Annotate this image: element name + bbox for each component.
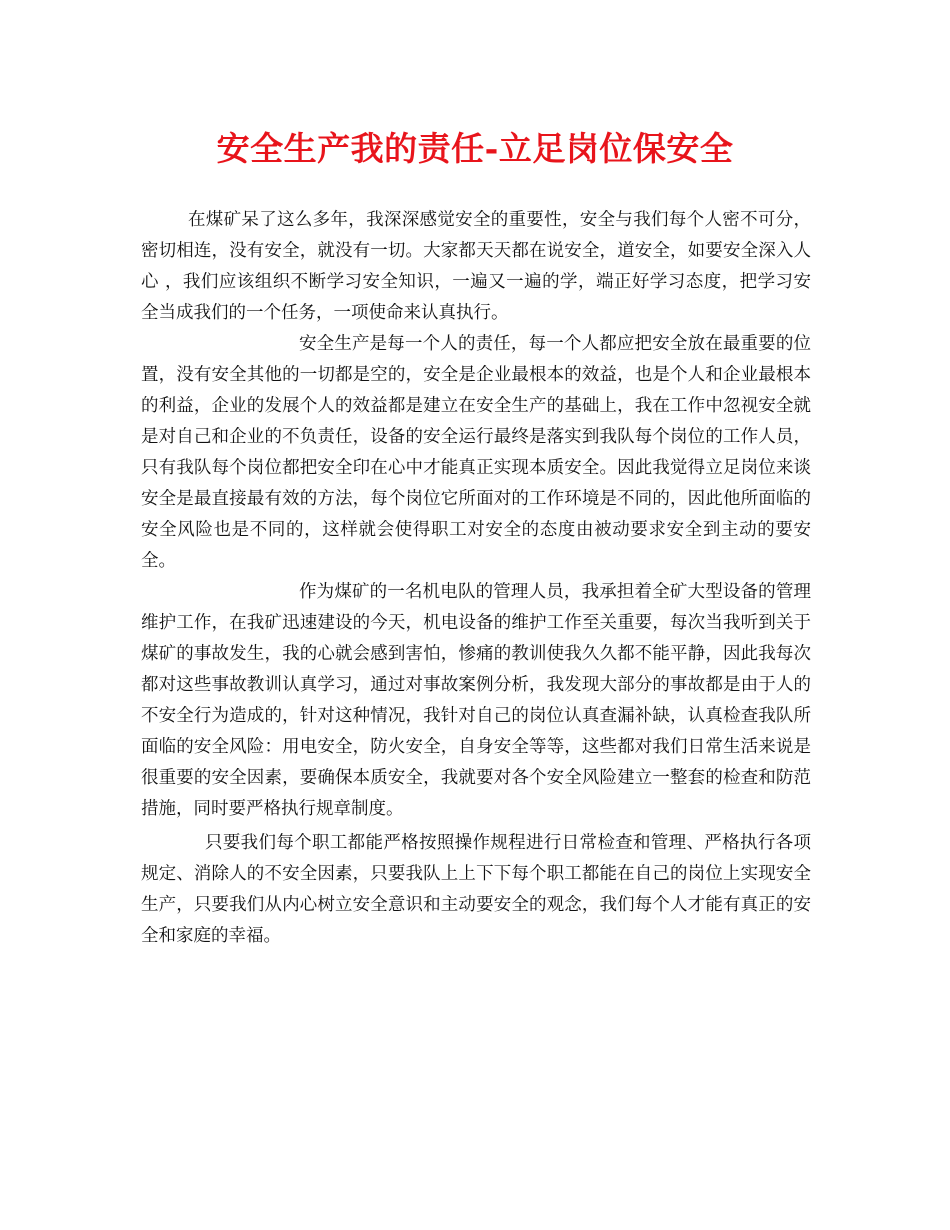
paragraph-4: 只要我们每个职工都能严格按照操作规程进行日常检查和管理、严格执行各项规定、消除人的不安全因素，只要我队上上下下每个职工都能在自己的岗位上实现安全生产，只要我们从内心树立安全意识和主动要安全的观念，我们每个人才能有真正的安全和家庭的幸福。 <box>141 833 811 946</box>
paragraph-3: 作为煤矿的一名机电队的管理人员，我承担着全矿大型设备的管理维护工作，在我矿迅速建设的今天，机电设备的维护工作至关重要，每次当我听到关于煤矿的事故发生，我的心就会感到害怕，惨痛的教训使我久久都不能平静，因此我每次都对这些事故教训认真学习，通过对事故案例分析，我发现大部分的事故都是由于人的不安全行为造成的，针对这种情况，我针对自己的岗位认真查漏补缺，认真检查我队所面临的安全风险：用电安全，防火安全，自身安全等等，这些都对我们日常生活来说是很重要的安全因素，要确保本质安全，我就要对各个安全风险建立一整套的检查和防范措施，同时要严格执行规章制度。 <box>141 582 811 819</box>
document-body <box>141 205 811 952</box>
document-title: 安全生产我的责任-立足岗位保安全 <box>216 129 734 168</box>
paragraph-2: 安全生产是每一个人的责任，每一个人都应把安全放在最重要的位置，没有安全其他的一切都是空的，安全是企业最根本的效益，也是个人和企业最根本的利益，企业的发展个人的效益都是建立在安全生产的基础上，我在工作中忽视安全就是对自己和企业的不负责任，设备的安全运行最终是落实到我队每个岗位的工作人员，只有我队每个岗位都把安全印在心中才能真正实现本质安全。因此我觉得立足岗位来谈安全是最直接最有效的方法，每个岗位它所面对的工作环境是不同的，因此他所面临的安全风险也是不同的，这样就会使得职工对安全的态度由被动要求安全到主动的要安全。 <box>141 334 811 571</box>
paragraph-1: 在煤矿呆了这么多年，我深深感觉安全的重要性，安全与我们每个人密不可分，密切相连，没有安全，就没有一切。大家都天天都在说安全，道安全，如要安全深入人心 ，我们应该组织不断学习安全知识，一遍又一遍的学，端正好学习态度，把学习安全当成我们的一个任务，一项使命来认真执行。 <box>141 210 811 323</box>
